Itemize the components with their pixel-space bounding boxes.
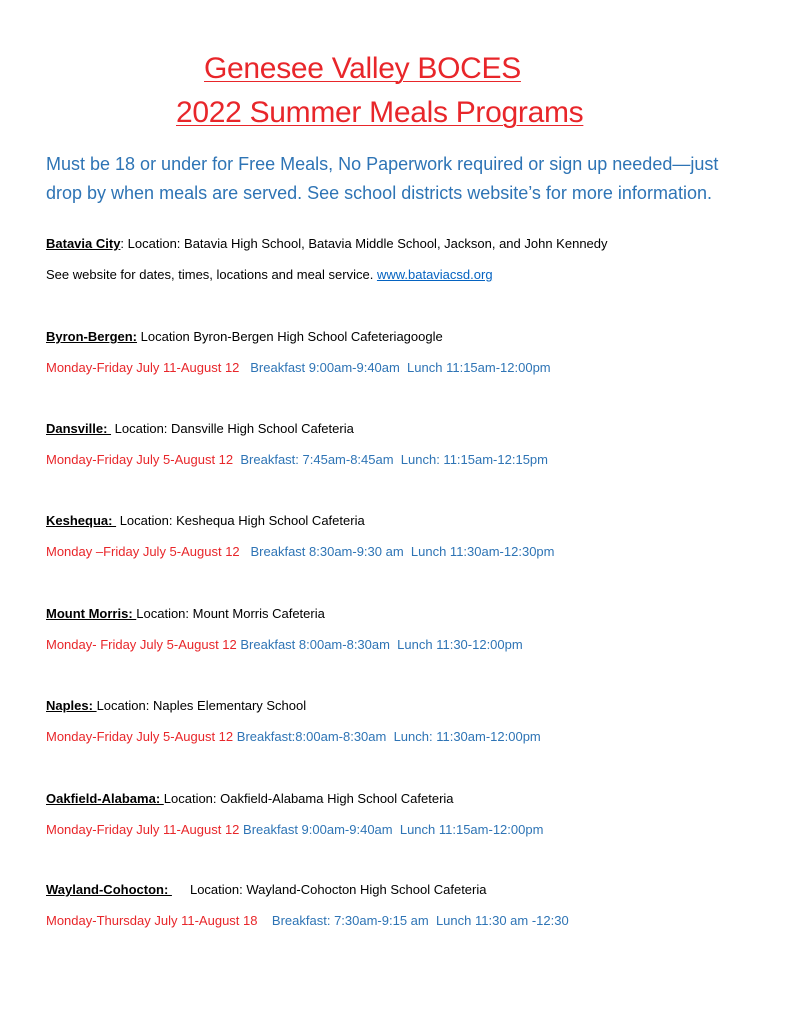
schedule-dates: Monday-Thursday July 11-August 18 (46, 913, 258, 928)
schedule-row-mount-morris (46, 637, 523, 652)
district-name-batavia: Batavia City (46, 236, 121, 251)
district-name: Wayland-Cohocton: (46, 882, 172, 897)
schedule-dates: Monday-Friday July 11-August 12 (46, 360, 240, 375)
schedule-row-dansville (46, 452, 548, 467)
district-name: Dansville: (46, 421, 112, 436)
district-location: Location: Wayland-Cohocton High School Cafeteria (171, 882, 487, 897)
schedule-row-wayland-cohocton (46, 913, 569, 928)
schedule-row-oakfield-alabama (46, 822, 543, 837)
meal-times: Breakfast:8:00am-8:30am Lunch: 11:30am-12:00pm (233, 729, 541, 744)
district-location: Location: Oakfield-Alabama High School Cafeteria (163, 791, 454, 806)
batavia-website-link[interactable]: www.bataviacsd.org (376, 267, 493, 282)
district-location: Location: Dansville High School Cafeteria (111, 421, 354, 436)
district-row-mount-morris (46, 606, 325, 621)
title-line-2: 2022 Summer Meals Programs (176, 96, 584, 129)
meal-times: Breakfast: 7:30am-9:15 am Lunch 11:30 am -12:30 (257, 913, 569, 928)
schedule-row-byron-bergen (46, 360, 551, 375)
schedule-row-keshequa (46, 544, 554, 559)
district-row-keshequa (46, 513, 365, 528)
district-name: Oakfield-Alabama: (46, 791, 164, 806)
schedule-dates: Monday-Friday July 5-August 12 (46, 452, 234, 467)
district-row-byron-bergen (46, 329, 443, 344)
meal-times: Breakfast 9:00am-9:40am Lunch 11:15am-12:00pm (239, 822, 544, 837)
meal-times: Breakfast 8:00am-8:30am Lunch 11:30-12:00pm (236, 637, 523, 652)
district-name: Keshequa: (46, 513, 117, 528)
batavia-note-line (46, 267, 493, 282)
schedule-row-naples (46, 729, 541, 744)
district-location: Location: Mount Morris Cafeteria (136, 606, 325, 621)
schedule-dates: Monday- Friday July 5-August 12 (46, 637, 237, 652)
district-name: Byron-Bergen: (46, 329, 138, 344)
district-location-batavia: : Location: Batavia High School, Batavia Middle School, Jackson, and John Kennedy (120, 236, 608, 251)
district-row-oakfield-alabama (46, 791, 454, 806)
district-name: Naples: (46, 698, 97, 713)
district-location: Location: Keshequa High School Cafeteria (116, 513, 365, 528)
meal-times: Breakfast 8:30am-9:30 am Lunch 11:30am-12:30pm (239, 544, 555, 559)
district-location: Location Byron-Bergen High School Cafeteriagoogle (137, 329, 443, 344)
schedule-dates: Monday-Friday July 11-August 12 (46, 822, 240, 837)
district-location: Location: Naples Elementary School (96, 698, 307, 713)
schedule-dates: Monday-Friday July 5-August 12 (46, 729, 234, 744)
district-row-naples (46, 698, 306, 713)
intro-paragraph: Must be 18 or under for Free Meals, No Paperwork required or sign up needed—just drop by when meals are served. See school districts website’s for more information. (46, 154, 719, 203)
batavia-location-line (46, 236, 608, 251)
title-line-1: Genesee Valley BOCES (204, 52, 521, 85)
batavia-note: See website for dates, times, locations and meal service. (46, 267, 377, 282)
meal-times: Breakfast: 7:45am-8:45am Lunch: 11:15am-12:15pm (233, 452, 548, 467)
district-name: Mount Morris: (46, 606, 137, 621)
schedule-dates: Monday –Friday July 5-August 12 (46, 544, 240, 559)
district-row-wayland-cohocton (46, 882, 486, 897)
district-row-dansville (46, 421, 354, 436)
meal-times: Breakfast 9:00am-9:40am Lunch 11:15am-12:00pm (239, 360, 551, 375)
